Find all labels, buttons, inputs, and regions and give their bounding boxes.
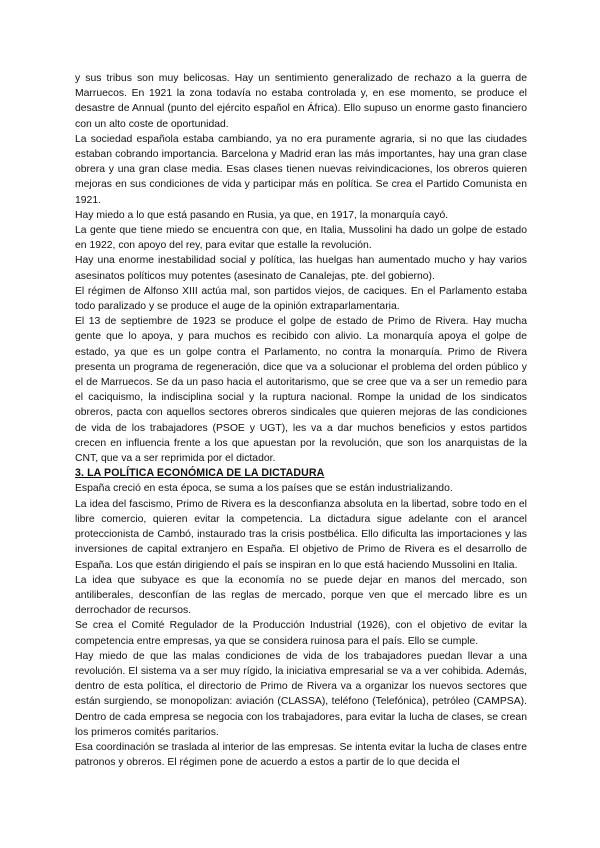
paragraph-fear-russia: Hay miedo a lo que está pasando en Rusia, ya que, en 1917, la monarquía cayó. [75, 209, 449, 221]
paragraph-coup-1923: El 13 de septiembre de 1923 se produce el golpe de estado de Primo de Rivera. Hay mucha gente que lo apoya, y para muchos es recibido con alivio. La monarquía apoya el golpe de estado, ya que es un golpe contra el Parlamento, no contra la monarquía. Primo de Rivera presenta un programa de regeneración, dice que va a solucionar el problema del orden público y el de Marruecos. Se da un paso hacia el autoritarismo, que se cree que va a ser un remedio para el caciquismo, la indisciplina social y la ruptura nacional. Rompe la unidad de los sindicatos obreros, pacta con aquellos sectores obreros sindicales que quieren mejoras de las condiciones de vida de los trabajadores (PSOE y UGT), les va a dar muchos beneficios y estos partidos crecen en influencia frente a los que apuestan por la revolución, que son los anarquistas de la CNT, que va a ser reprimida por el dictador. [75, 316, 527, 465]
paragraph-mussolini: La gente que tiene miedo se encuentra con que, en Italia, Mussolini ha dado un golpe de estado en 1922, con apoyo del rey, para evitar que estalle la revolución. [75, 225, 527, 252]
paragraph-annual-disaster: y sus tribus son muy belicosas. Hay un sentimiento generalizado de rechazo a la guerra de Marruecos. En 1921 la zona todavía no estaba controlada y, en ese momento, se produce el desastre de Annual (punto del ejército español en África). Ello supuso un enorme gasto financiero con un alto coste de oportunidad. [75, 73, 527, 130]
document-page [75, 71, 527, 770]
paragraph-coordination: Esa coordinación se traslada al interior de las empresas. Se intenta evitar la lucha de clases entre patronos y obreros. El régimen pone de acuerdo a estos a partir de lo que decida el [75, 741, 527, 769]
paragraph-committee: Se crea el Comité Regulador de la Producción Industrial (1926), con el objetivo de evitar la competencia entre empresas, ya que se considera ruinosa para el país. Ello se cumple. [75, 620, 527, 647]
paragraph-social-change: La sociedad española estaba cambiando, ya no era puramente agraria, si no que las ciudades estaban cobrando importancia. Barcelona y Madrid eran las más importantes, hay una gran clase obrera y una gran clase media. Esas clases tienen nuevas reivindicaciones, los obreros quieren mejoras en sus condiciones de vida y participar más en política. Se crea el Partido Comunista en 1921. [75, 133, 527, 206]
paragraph-fascism-idea: La idea del fascismo, Primo de Rivera es la desconfianza absoluta en la libertad, sobre todo en el libre comercio, quieren evitar la competencia. La dictadura sigue adelante con el arancel proteccionista de Cambó, instaurado tras la crisis postbélica. Ello dificulta las importaciones y las inversiones de capital extranjero en España. El objetivo de Primo de Rivera es el desarrollo de España. Los que están dirigiendo el país se inspiran en lo que está haciendo Mussolini en Italia. [75, 498, 527, 571]
paragraph-monopolies: Hay miedo de que las malas condiciones de vida de los trabajadores puedan llevar a una revolución. El sistema va a ser muy rígido, la iniciativa empresarial se va a ver cohibida. Además, dentro de esta política, el directorio de Primo de Rivera va a organizar los nuevos sectores que están surgiendo, se monopolizan: aviación (CLASSA), teléfono (Telefónica), petróleo (CAMPSA). Dentro de cada empresa se negocia con los trabajadores, para evitar la lucha de clases, se crean los primeros comités paritarios. [75, 650, 527, 738]
paragraph-alfonso-xiii: El régimen de Alfonso XIII actúa mal, son partidos viejos, de caciques. En el Parlamento estaba todo paralizado y se produce el auge de la opinión extraparlamentaria. [75, 285, 527, 313]
section-heading-economic-policy: 3. LA POLÍTICA ECONÓMICA DE LA DICTADURA [75, 467, 325, 480]
paragraph-spain-grew: España creció en esta época, se suma a los países que se están industrializando. [75, 483, 453, 495]
paragraph-instability: Hay una enorme inestabilidad social y política, las huelgas han aumentado mucho y hay varios asesinatos políticos muy potentes (asesinato de Canalejas, pte. del gobierno). [75, 255, 527, 282]
paragraph-antiliberal: La idea que subyace es que la economía no se puede dejar en manos del mercado, son antiliberales, desconfían de las reglas de mercado, porque ven que el mercado libre es un derrochador de recursos. [75, 574, 527, 617]
